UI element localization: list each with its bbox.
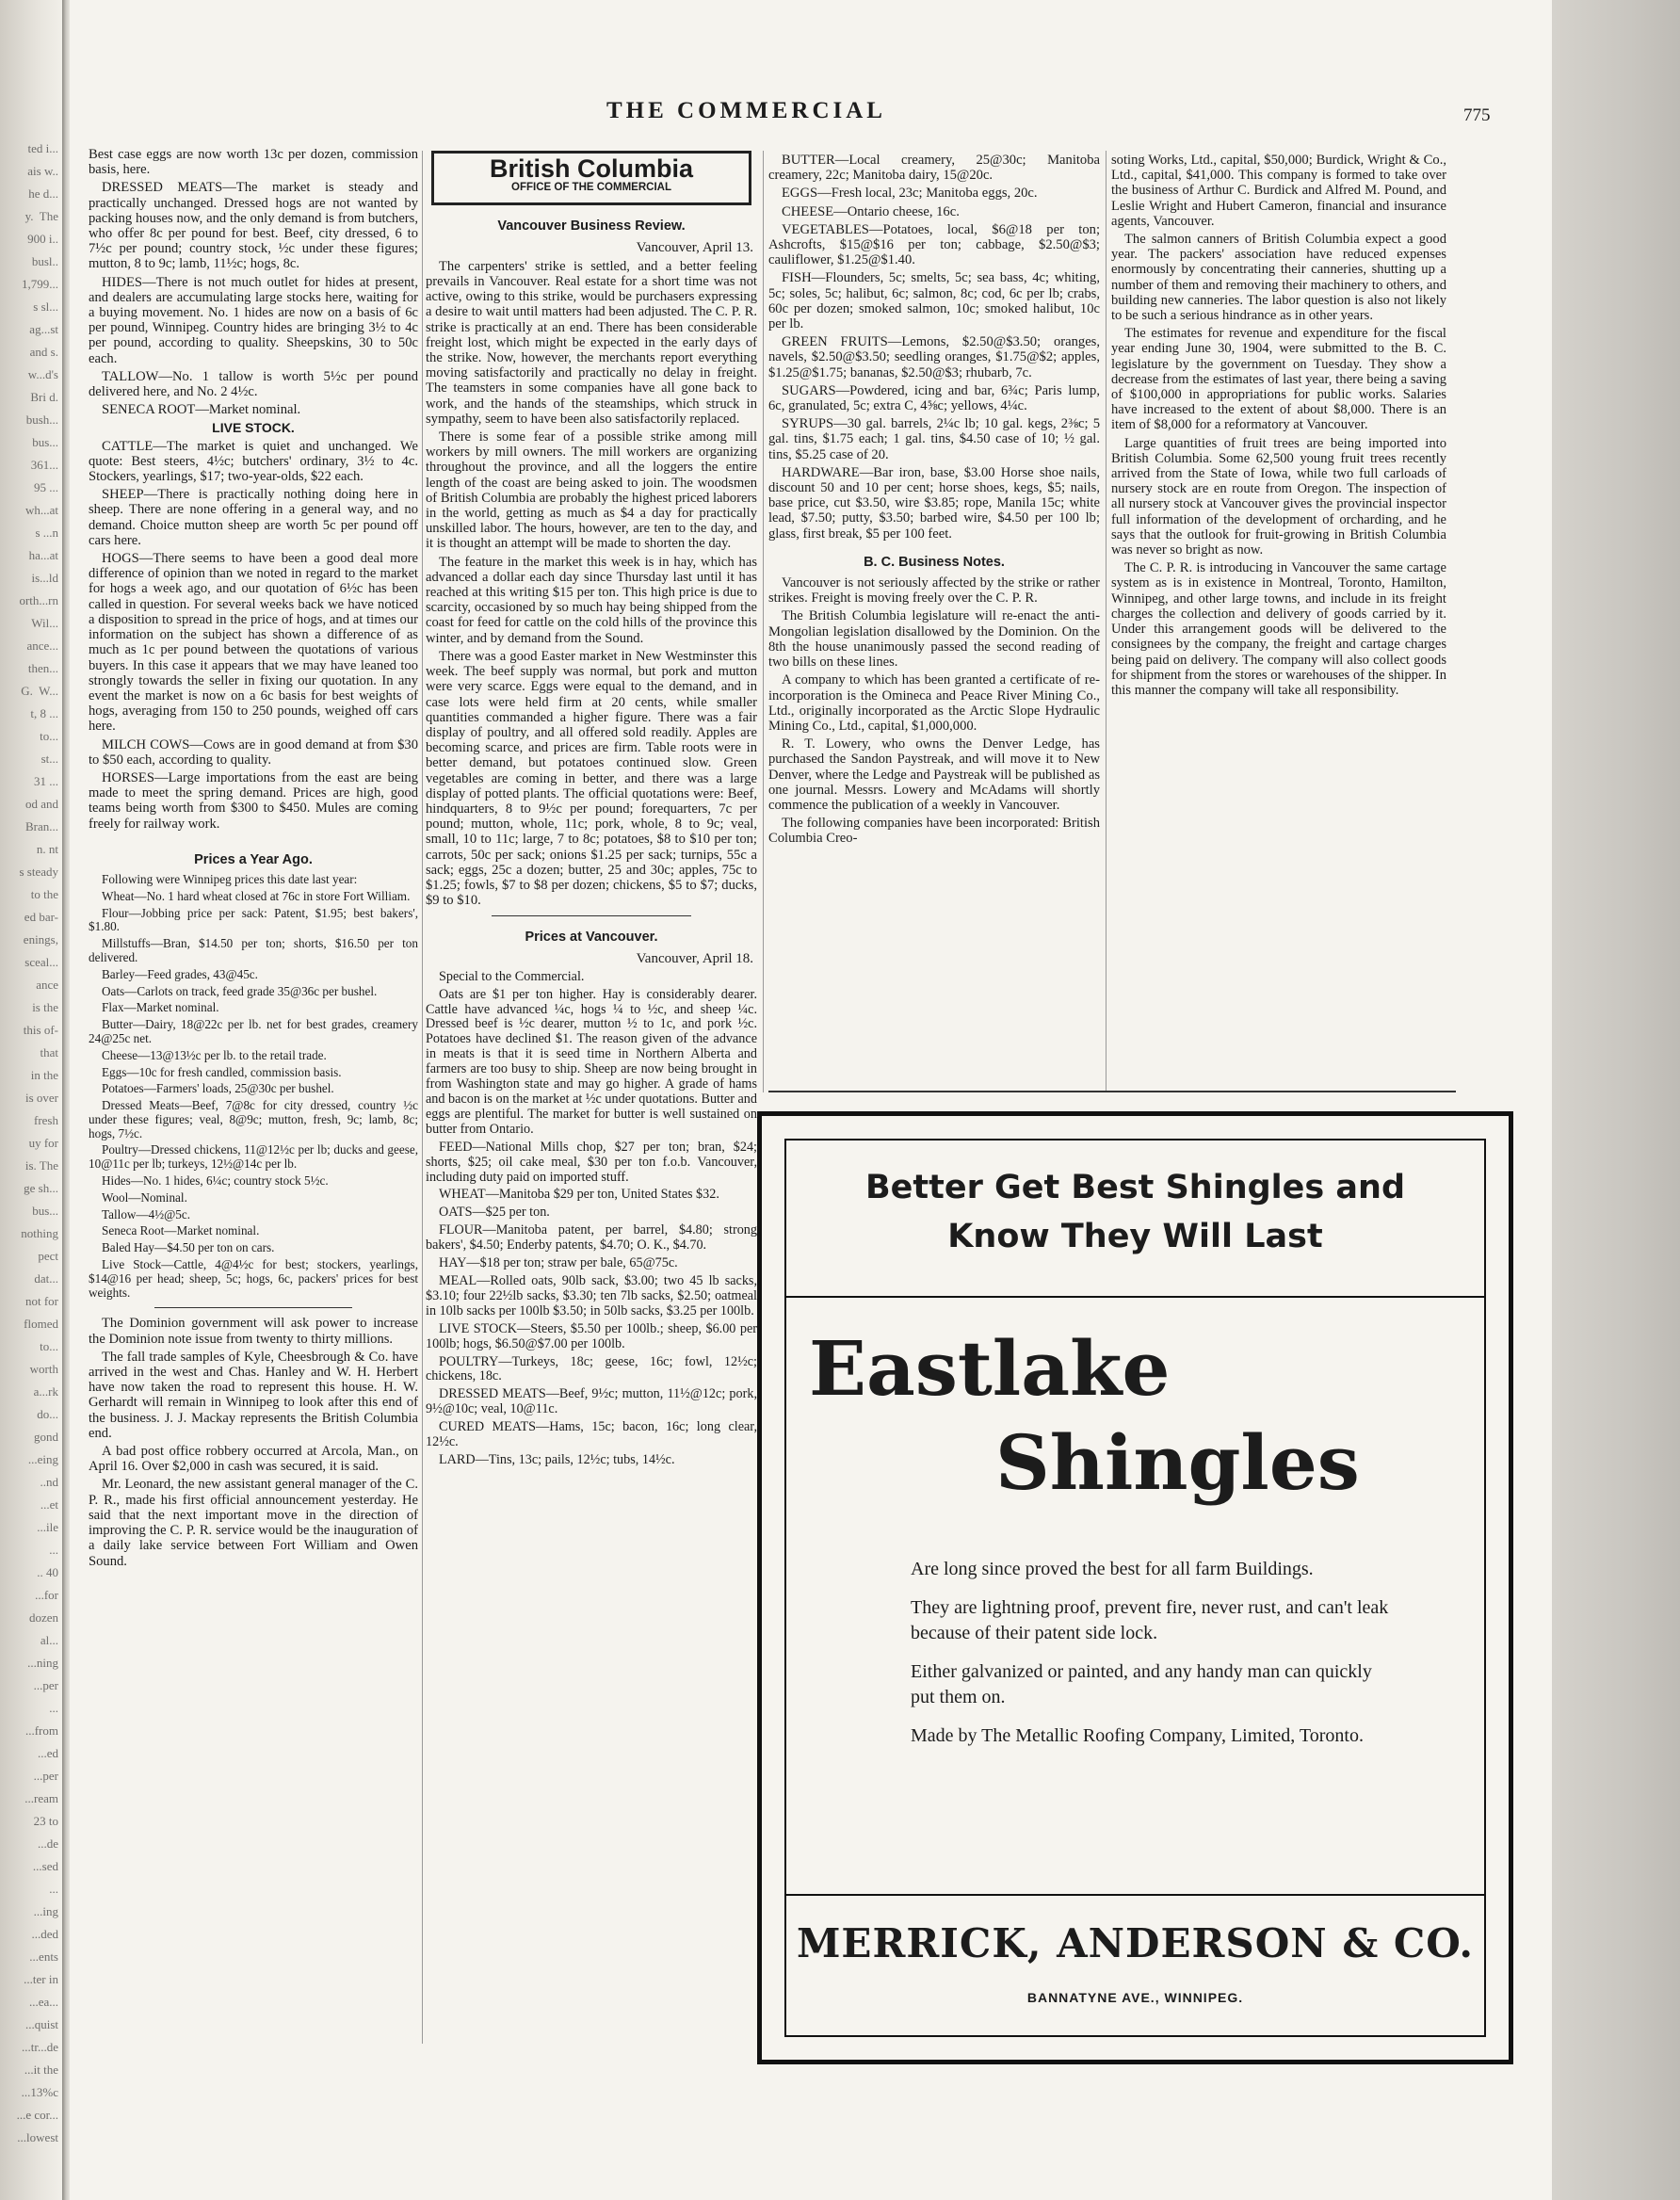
facing-page-fragment: is over: [24, 1091, 58, 1105]
page-number: 775: [1463, 105, 1491, 125]
paragraph: EGGS—Fresh local, 23c; Manitoba eggs, 20c.: [782, 186, 1038, 202]
facing-page-fragment: ...ile: [37, 1520, 58, 1534]
paragraph: TALLOW—No. 1 tallow is worth 5½c per pound delivered here, and No. 2 4½c.: [89, 368, 418, 400]
vancouver-review-heading: Vancouver Business Review.: [497, 218, 686, 235]
facing-page-fragment: y. The: [24, 209, 58, 223]
paragraph: HAY—$18 per ton; straw per bale, 65@75c.: [439, 1255, 678, 1271]
paragraph: Live Stock—Cattle, 4@4½c for best; stockers, yearlings, $14@16 per head; sheep, 5c; hogs, 6c, packers' prices for best weights.: [89, 1257, 418, 1300]
ad-body-copy: [911, 1557, 1400, 1762]
paragraph: HORSES—Large importations from the east are being made to meet the spring demand. Prices are high, good teams being worth from $300 to $450. Mules are coming freely for railway work.: [89, 769, 418, 832]
facing-page-fragment: G. W...: [21, 684, 58, 698]
facing-page-fragment: enings,: [23, 932, 58, 946]
facing-page-fragment: Bri d.: [30, 390, 58, 404]
facing-page-fragment: 23 to: [33, 1814, 58, 1828]
facing-page-fragment: 95 ...: [34, 480, 58, 494]
ad-merchant-name: MERRICK, ANDERSON & CO.: [796, 1920, 1475, 1966]
facing-page-fragment: s ...n: [35, 526, 58, 540]
facing-page-fragment: to...: [40, 1339, 58, 1353]
facing-page-fragment: bush...: [25, 412, 58, 427]
facing-page-fragment: Bran...: [24, 819, 58, 833]
facing-page-fragment: ...for: [35, 1588, 58, 1602]
paragraph: Best case eggs are now worth 13c per dozen, commission basis, here.: [89, 147, 418, 178]
paragraph: Wheat—No. 1 hard wheat closed at 76c in store Fort William.: [102, 888, 411, 903]
paragraph: Wool—Nominal.: [102, 1189, 187, 1205]
paragraph: The salmon canners of British Columbia expect a good year. The packers' association have reduced expenses enormously by concentrating their canneries, shutting up a number of them and removing their machinery to others, and building new canneries. The labor question is also not likely to be such a serious hindrance as in other years.: [1111, 232, 1446, 324]
facing-page-fragment: ...de: [37, 1836, 58, 1851]
paragraph: Special to the Commercial.: [439, 968, 585, 984]
paragraph: HIDES—There is not much outlet for hides at present, and dealers are accumulating large stocks here, waiting for a buying movement. No. 1 hides are now on a basis of 6c per pound, Winnipeg. Country hides are bringing 3½ to 4c per pound, according to quality. Sheepskins, 30 to 50c each.: [89, 274, 418, 366]
facing-page-fragment: ...et: [40, 1497, 58, 1512]
paragraph: POULTRY—Turkeys, 18c; geese, 16c; fowl, 12½c; chickens, 18c.: [426, 1353, 757, 1384]
ad-copy-2: They are lightning proof, prevent fire, never rust, and can't leak because of their patent side lock.: [911, 1597, 1389, 1643]
facing-page-fragment: and s.: [29, 345, 58, 359]
paragraph: Cheese—13@13½c per lb. to the retail trade.: [102, 1047, 327, 1062]
paragraph: Oats are $1 per ton higher. Hay is considerably dearer. Cattle have advanced ¼c, hogs ¼ to ½c, and sheep ¼c. Dressed beef is ½c dearer, mutton ½ to 1c, and pork ½c. Potatoes have declined $1. The reason given of the advance in meats is that it is seed time in Northern Alberta and farmers are too busy to ship. Sheep are now being brought in from Washington state and may go higher. A grade of hams and bacon is on the market at ½c under quotations. Butter and eggs are plentiful. The market for butter is well sustained on butter from Ontario.: [426, 986, 757, 1137]
paragraph: DRESSED MEATS—The market is steady and practically unchanged. Dressed hogs are not wanted by packing houses now, and the only demand is from butchers, who offer 8c per pound for best. Beef, city dressed, 6 to 7½c per pound; country stock, ½c under these figures; mutton, 8 to 9c; lamb, 11½c; hogs, 8c.: [89, 180, 418, 272]
facing-page-fragment: sceal...: [24, 955, 58, 969]
col1-intro: [89, 147, 418, 417]
paragraph: Dressed Meats—Beef, 7@8c for city dressed, country ½c under these figures; veal, 8@9c; mutton, fresh, 9c; lamb, 8c; hogs, 7½c.: [89, 1098, 418, 1140]
facing-page-fragment: ...from: [24, 1723, 58, 1738]
column-1: [89, 147, 418, 1572]
paragraph: Oats—Carlots on track, feed grade 35@36c per bushel.: [102, 983, 378, 998]
facing-page-fragment: do...: [37, 1407, 58, 1421]
facing-page-fragment: pect: [38, 1249, 58, 1263]
facing-page-fragment: ...: [49, 1882, 58, 1896]
paragraph: MILCH COWS—Cows are in good demand at from $30 to $50 each, according to quality.: [89, 736, 418, 768]
facing-page-fragment: is...ld: [31, 571, 58, 585]
paragraph: FISH—Flounders, 5c; smelts, 5c; sea bass, 4c; whiting, 5c; soles, 5c; halibut, 6c; salmon, 8c; cod, 6c per lb; crabs, 60c per dozen; smoked salmon, 10c; smoked halibut, 10c per lb.: [768, 270, 1100, 332]
prices-year-ago-heading: Prices a Year Ago.: [194, 851, 313, 867]
paragraph: BUTTER—Local creamery, 25@30c; Manitoba creamery, 22c; Manitoba dairy, 15@20c.: [768, 153, 1100, 184]
paragraph: A bad post office robbery occurred at Arcola, Man., on April 16. Over $2,000 in cash was secured, it is said.: [89, 1444, 418, 1475]
newspaper-page: [70, 0, 1554, 2200]
paragraph: FEED—National Mills chop, $27 per ton; bran, $24; shorts, $25; oil cake meal, $30 per ton f.o.b. Vancouver, including duty paid on imported stuff.: [426, 1139, 757, 1185]
facing-page-fragment: ...per: [33, 1769, 58, 1783]
paragraph: Potatoes—Farmers' loads, 25@30c per bushel.: [102, 1081, 334, 1096]
paragraph: Tallow—4½@5c.: [102, 1206, 190, 1221]
ad-brand-shingles: Shingles: [995, 1418, 1360, 1507]
facing-page-fragment: st...: [40, 752, 58, 766]
paragraph: Following were Winnipeg prices this date last year:: [102, 871, 358, 886]
facing-page-fragment: not for: [24, 1294, 58, 1308]
column-rule: [763, 151, 764, 1092]
col1-year-ago: [89, 873, 418, 1301]
facing-page-fragment: ...quist: [24, 2017, 58, 2031]
facing-page-fragment: is. The: [24, 1158, 58, 1173]
paragraph: LIVE STOCK—Steers, $5.50 per 100lb.; sheep, $6.00 per 100lb; hogs, $6.50@$7.00 per 100lb.: [426, 1320, 757, 1351]
facing-page-fragment: ge sh...: [24, 1181, 58, 1195]
facing-page-fragment: ...sed: [32, 1859, 58, 1873]
paragraph: A company to which has been granted a certificate of re-incorporation is the Omineca and Peace River Mining Co., Ltd., originally incorporated as the Arctic Slope Hydraulic Mining Co., Ltd., capital, $1,000,000.: [768, 672, 1100, 734]
paragraph: The C. P. R. is introducing in Vancouver the same cartage system as is in existence in Montreal, Toronto, Hamilton, Winnipeg, and other large towns, and include in its freight charges the collection and delivery of goods carried by it. Under this arrangement goods will be delivered to the consignees by the company, the freight and cartage charges being paid on delivery. The company will also collect goods for shipment from the stores or warehouses of the shipper. In this manner the company will take all responsibility.: [1111, 560, 1446, 698]
col3-market: [768, 153, 1100, 542]
facing-page-fragment: flomed: [24, 1317, 58, 1331]
facing-page-fragment: nothing: [21, 1226, 58, 1240]
page-right-edge: [1552, 0, 1680, 2200]
paragraph: soting Works, Ltd., capital, $50,000; Burdick, Wright & Co., Ltd., capital, $41,000. This company is formed to take over the business of Arthur C. Burdick and Alfred M. Pound, and Leslie Wright and Hubert Cameron, financial and insurance agents, Vancouver.: [1111, 153, 1446, 229]
facing-page-fragment: ...eing: [27, 1452, 58, 1466]
prices-vancouver-heading: Prices at Vancouver.: [525, 930, 658, 946]
facing-page-fragment: od and: [24, 797, 58, 811]
facing-page-fragment: ...ream: [24, 1791, 58, 1805]
paragraph: The fall trade samples of Kyle, Cheesbrough & Co. have arrived in the west and Chas. Hanley and W. H. Herbert have now taken the road to represent this house. H. W. Gerhardt will remain in Winnipeg to look after this end of the business. J. J. Mackay represents the British Columbia end.: [89, 1349, 418, 1441]
facing-page-fragment: a...rk: [33, 1384, 58, 1399]
facing-page-fragment: ...ed: [37, 1746, 58, 1760]
facing-page-fragment: ance: [36, 978, 58, 992]
paragraph: Baled Hay—$4.50 per ton on cars.: [102, 1240, 275, 1255]
paragraph: MEAL—Rolled oats, 90lb sack, $3.00; two 45 lb sacks, $3.10; four 22½lb sacks, $3.30; ten 7lb sacks, $2.50; oatmeal in 10lb sacks per 100lb $3.50; in 50lb sacks, $3.25 per 100lb.: [426, 1272, 757, 1318]
col1-livestock: [89, 439, 418, 832]
facing-page-fragment: ed bar-: [24, 910, 58, 924]
paragraph: The estimates for revenue and expenditure for the fiscal year ending June 30, 1904, were submitted to the B. C. legislature by the government on Tuesday. They show a decrease from the estimates of last year, there being a saving of $100,000 in appropriations for public works. Salaries have increased to the extent of about $8,000. There is an item of $8,000 for a reformatory at Vancouver.: [1111, 326, 1446, 433]
ad-headline: [786, 1163, 1484, 1261]
paragraph: Vancouver is not seriously affected by the strike or rather strikes. Freight is moving freely over the C. P. R.: [768, 575, 1100, 607]
bc-business-notes-heading: B. C. Business Notes.: [864, 554, 1005, 570]
facing-page-fragment: bus...: [32, 435, 58, 449]
facing-page-fragment: n. nt: [36, 842, 58, 856]
facing-page-fragment: then...: [27, 661, 58, 675]
paragraph: SUGARS—Powdered, icing and bar, 6¾c; Paris lump, 6c, granulated, 5c; extra C, 4⅝c; yellows, 4¼c.: [768, 382, 1100, 414]
paragraph: There was a good Easter market in New Westminster this week. The beef supply was normal, but pork and mutton were very scarce. Eggs were equal to the demand, and in case lots were held firm at 20 cents, while smaller quantities commanded a higher figure. There was a fair display of poultry, and all offered sold readily. Apples are becoming scarce, and prices are firm. Table roots were in better demand, but potatoes continued slow. Green vegetables are coming in better, and there was a large display of potted plants. The official quotations were: Beef, hindquarters, 8 to 9½c per pound; forequarters, 7c per pound; mutton, whole, 11c; pork, whole, 8 to 9c; veal, small, 10 to 11c; large, 7 to 8c; potatoes, $8 to $10 per ton; carrots, 50c per sack; onions $1.25 per sack; turnips, 55c a sack; eggs, 25c a dozen; butter, 25 and 30c; apples, 75c to $1.25; fowls, $7 to $8 per dozen; chickens, $5 to $7; ducks, $9 to $10.: [426, 648, 757, 909]
facing-page-fragment: dozen: [28, 1610, 58, 1625]
paragraph: The following companies have been incorporated: British Columbia Creo-: [768, 816, 1100, 847]
facing-page-fragment: that: [40, 1045, 58, 1060]
facing-page-fragment: wh...at: [24, 503, 58, 517]
ad-merchant-address: BANNATYNE AVE., WINNIPEG.: [1026, 1990, 1244, 2005]
paragraph: LARD—Tins, 13c; pails, 12½c; tubs, 14½c.: [439, 1451, 675, 1467]
paragraph: HOGS—There seems to have been a good deal more difference of opinion than we noted in regard to the market for hogs a week ago, and our quotation of 6½c has been called in question. For several weeks back we have noticed a disposition to spread in the price of hogs, and at times our information on the subject has shown a difference of as much as 1c per pound between the quotations of various buyers. In this case it appears that we may have leaned too strongly towards the seller in fixing our quotation. In any event the market is now on a 6c basis for best weights of hogs, averaging from 150 to 250 pounds, weighed off cars here.: [89, 551, 418, 735]
paragraph: CATTLE—The market is quiet and unchanged. We quote: Best steers, 4½c; butchers' ordinary, 3½ to 4c. Stockers, yearlings, $17; two-year-olds, $22 each.: [89, 438, 418, 485]
facing-page-fragment: ...ea...: [28, 1995, 58, 2009]
facing-page-strip: [0, 0, 64, 2200]
facing-page-fragment: ...ded: [31, 1927, 58, 1941]
paragraph: Mr. Leonard, the new assistant general manager of the C. P. R., made his first official announcement yesterday. He said that the next important move in the direction of improving the C. P. R. service would be the inauguration of a daily lake service between Fort William and Owen Sound.: [89, 1477, 418, 1569]
facing-page-fragment: t, 8 ...: [30, 706, 58, 720]
paragraph: Seneca Root—Market nominal.: [102, 1223, 260, 1238]
facing-page-fragment: in the: [30, 1068, 58, 1082]
facing-page-fragment: busl..: [31, 254, 58, 268]
facing-page-fragment: dat...: [34, 1271, 58, 1286]
review-dateline: Vancouver, April 13.: [636, 239, 753, 255]
facing-page-fragment: ...tr...de: [22, 2040, 58, 2054]
paragraph: DRESSED MEATS—Beef, 9½c; mutton, 11½@12c; pork, 9½@10c; veal, 10@11c.: [426, 1386, 757, 1417]
facing-page-fragment: ..nd: [40, 1475, 58, 1489]
column-4: [1111, 153, 1446, 701]
section-rule: [154, 1307, 352, 1308]
ad-copy-3: Either galvanized or painted, and any handy man can quickly put them on.: [911, 1661, 1372, 1707]
paragraph: The feature in the market this week is in hay, which has advanced a dollar each day since Thursday last until it has reached at this writing $15 per ton. This high price is due to scarcity, occasioned by so much hay being shipped from the coast for feed for cattle on the cold hills of the province this winter, and by demand from the Sound.: [426, 554, 757, 646]
facing-page-fragment: ag...st: [29, 322, 58, 336]
paragraph: Large quantities of fruit trees are being imported into British Columbia. Some 62,500 young fruit trees recently arrived from the State of Iowa, while two full carloads of nursery stock are en route from Oregon. The inspection of all nursery stock at Vancouver gives the provincial inspector full information of the development of orcharding, and he says that the outlook for fruit-growing in British Columbia was never so bright as now.: [1111, 435, 1446, 558]
ad-copy-1: Are long since proved the best for all farm Buildings.: [911, 1559, 1314, 1579]
bc-box-subtitle: OFFICE OF THE COMMERCIAL: [511, 182, 671, 194]
facing-page-fragment: s sl...: [33, 299, 58, 314]
ad-divider: [786, 1296, 1484, 1298]
ad-inner-frame: [784, 1139, 1486, 2037]
facing-page-fragment: al...: [40, 1633, 58, 1647]
facing-page-fragment: 900 i..: [27, 232, 58, 246]
section-rule: [492, 915, 690, 916]
facing-page-fragment: 31 ...: [34, 774, 58, 788]
facing-page-fragment: bus...: [32, 1204, 58, 1218]
paragraph: Flour—Jobbing price per sack: Patent, $1.95; best bakers', $1.80.: [89, 905, 418, 934]
paragraph: Poultry—Dressed chickens, 11@12½c per lb; ducks and geese, 10@11c per lb; turkeys, 12½@14c per lb.: [89, 1142, 418, 1172]
facing-page-fragment: 1,799...: [22, 277, 58, 291]
facing-page-fragment: orth...rn: [19, 593, 58, 607]
paragraph: The Dominion government will ask power to increase the Dominion note issue from twenty to thirty millions.: [89, 1316, 418, 1347]
ad-brand-eastlake: Eastlake: [809, 1324, 1171, 1413]
paragraph: Millstuffs—Bran, $14.50 per ton; shorts, $16.50 per ton delivered.: [89, 936, 418, 964]
facing-page-fragment: ais w..: [27, 164, 58, 178]
facing-page-fragment: ...: [49, 1701, 58, 1715]
col4-paras: [1111, 153, 1446, 698]
facing-page-fragment: ance...: [26, 639, 58, 653]
british-columbia-office-box: [431, 151, 751, 205]
ad-copy-4: Made by The Metallic Roofing Company, Limited, Toronto.: [911, 1725, 1364, 1746]
facing-page-fragment: w...d's: [27, 367, 58, 381]
prices-dateline: Vancouver, April 18.: [636, 950, 753, 966]
col1-tail: [89, 1316, 418, 1568]
column-rule: [422, 151, 423, 2044]
facing-page-fragment: Wil...: [31, 616, 58, 630]
col2-prices: [426, 970, 757, 1468]
facing-page-fragment: is the: [32, 1000, 58, 1014]
masthead: THE COMMERCIAL: [606, 98, 886, 123]
bc-box-title: British Columbia: [489, 154, 693, 183]
paragraph: R. T. Lowery, who owns the Denver Ledge, has purchased the Sandon Paystreak, and will move it to New Denver, where the Ledge and Paystreak will be published as one journal. Messrs. Lowery and McAdams will shortly commence the publication of a weekly in Vancouver.: [768, 736, 1100, 813]
paragraph: Barley—Feed grades, 43@45c.: [102, 966, 258, 981]
livestock-heading: LIVE STOCK.: [212, 420, 295, 436]
paragraph: CURED MEATS—Hams, 15c; bacon, 16c; long clear, 12½c.: [426, 1419, 757, 1450]
col3-notes: [768, 575, 1100, 846]
facing-page-fragment: ha...at: [28, 548, 58, 562]
ad-headline-line-1: Better Get Best Shingles and: [864, 1169, 1406, 1206]
facing-page-fragment: ...: [49, 1543, 58, 1557]
column-2: [426, 151, 757, 1471]
facing-page-fragment: ...ing: [33, 1904, 58, 1918]
paragraph: The carpenters' strike is settled, and a better feeling prevails in Vancouver. Real estate for a short time was not active, owing to this strike, would be purchasers expressing a desire to wait until matters had been adjusted. The C. P. R. strike is practically at an end. There has been considerable freight lost, which might be expected in the early days of the strike. Now, however, the merchants report everything moving satisfactorily and practically no delay in freight. The teamsters in some companies have all gone back to work, and the hands of the steamships, which struck in sympathy, seem to have been also satisfactorily replaced.: [426, 258, 757, 427]
paragraph: VEGETABLES—Potatoes, local, $6@18 per ton; Ashcrofts, $15@$16 per ton; cabbage, $2.50@$3; cauliflower, $1.25@$1.40.: [768, 221, 1100, 268]
paragraph: HARDWARE—Bar iron, base, $3.00 Horse shoe nails, discount 50 and 10 per cent; horse shoes, kegs, $5; nails, base price, cut $3.50, wire $3.85; rope, Manila 15c; white lead, $7.50; putty, $3.50; barbed wire, $4.50 per 100 lb; glass, first break, $5 per 100 feet.: [768, 464, 1100, 542]
paragraph: SENECA ROOT—Market nominal.: [102, 402, 301, 418]
column-3: [768, 153, 1100, 849]
facing-page-fragment: gond: [34, 1430, 58, 1444]
paragraph: Butter—Dairy, 18@22c per lb. net for best grades, creamery 24@25c net.: [89, 1017, 418, 1045]
paragraph: SHEEP—There is practically nothing doing here in sheep. There are none offering in a general way, and no demand. Choice mutton sheep are worth 5c per pound off cars here.: [89, 487, 418, 548]
facing-page-fragment: fresh: [34, 1113, 58, 1127]
column-rule: [1106, 151, 1107, 1092]
paragraph: WHEAT—Manitoba $29 per ton, United States $32.: [439, 1187, 719, 1203]
ad-top-rule: [768, 1091, 1456, 1092]
col2-review: [426, 259, 757, 909]
ad-divider-bottom: [786, 1894, 1484, 1896]
facing-page-fragment: to the: [30, 887, 58, 901]
facing-page-fragment: 361...: [30, 458, 58, 472]
paragraph: CHEESE—Ontario cheese, 16c.: [782, 203, 960, 219]
facing-page-fragment: to...: [40, 729, 58, 743]
facing-page-fragment: .. 40: [37, 1565, 58, 1579]
facing-page-fragment: ...it the: [24, 2062, 58, 2077]
paragraph: SYRUPS—30 gal. barrels, 2¼c lb; 10 gal. kegs, 2⅜c; 5 gal. tins, $1.75 each; 1 gal. tins, $4.50 case of 10; ½ gal. tins, $5.25 case of 20.: [768, 416, 1100, 462]
facing-page-fragment: ...e cor...: [16, 2108, 58, 2122]
facing-page-fragment: this of-: [23, 1023, 58, 1037]
facing-page-fragment: ...13%c: [21, 2085, 58, 2099]
eastlake-shingles-advertisement: [757, 1111, 1513, 2064]
facing-page-fragment: ...ter in: [24, 1972, 58, 1986]
facing-page-fragment: worth: [29, 1362, 58, 1376]
facing-page-fragment: ted i...: [27, 141, 58, 155]
paragraph: FLOUR—Manitoba patent, per barrel, $4.80; strong bakers', $4.50; Enderby patents, $4.70; O. K., $4.70.: [426, 1222, 757, 1254]
paragraph: The British Columbia legislature will re-enact the anti-Mongolian legislation disallowed by the Dominion. On the 8th the house unanimously passed the second reading of two bills on these lines.: [768, 608, 1100, 671]
paragraph: There is some fear of a possible strike among mill workers by mill owners. The mill workers are organizing throughout the province, and all the loggers the entire length of the coast are being asked to join. The woodsmen of British Columbia are probably the highest priced laborers in the world, getting as much as $4 a day for practically unskilled labor. The hours, however, are ten to the day, and it is thought an attempt will be made to shorten the day.: [426, 429, 757, 552]
paragraph: OATS—$25 per ton.: [439, 1205, 550, 1221]
facing-page-fragment: ...per: [33, 1678, 58, 1692]
facing-page-fragment: ...ents: [29, 1949, 58, 1964]
facing-page-fragment: uy for: [28, 1136, 58, 1150]
facing-page-fragment: ...lowest: [17, 2130, 58, 2144]
facing-page-fragment: s steady: [19, 865, 58, 879]
paragraph: GREEN FRUITS—Lemons, $2.50@$3.50; oranges, navels, $2.50@$3.50; seedling oranges, $1.75@$2; apples, $1.25@$1.75; bananas, $2.50@$3; rhubarb, 7c.: [768, 334, 1100, 380]
paragraph: Eggs—10c for fresh candled, commission basis.: [102, 1064, 342, 1079]
ad-headline-line-2: Know They Will Last: [947, 1218, 1323, 1255]
paragraph: Flax—Market nominal.: [102, 1000, 219, 1015]
facing-page-fragment: he d...: [28, 186, 58, 201]
paragraph: Hides—No. 1 hides, 6¼c; country stock 5½c.: [102, 1173, 329, 1189]
facing-page-fragment: ...ning: [27, 1656, 58, 1670]
